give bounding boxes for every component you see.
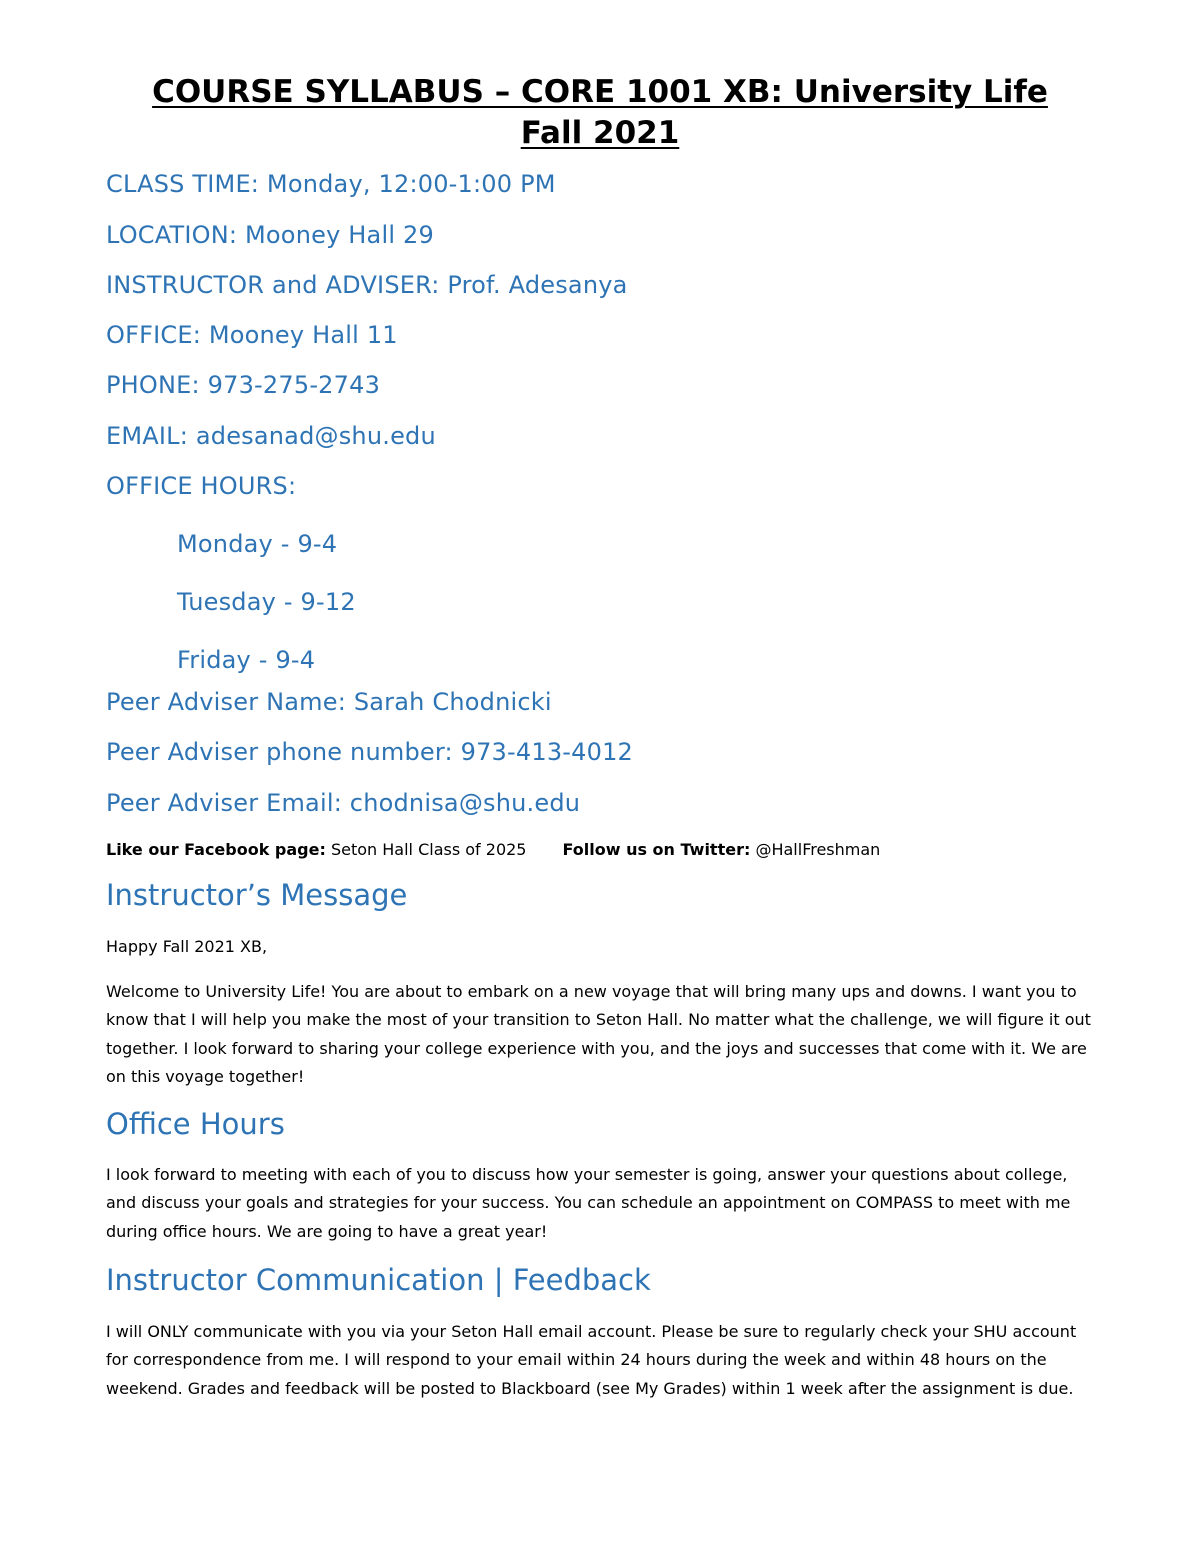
class-time: CLASS TIME: Monday, 12:00-1:00 PM <box>106 170 556 198</box>
office-hours-tuesday: Tuesday - 9-12 <box>177 588 356 616</box>
office-hours-body: I look forward to meeting with each of you to discuss how your semester is going, answer your questions about college, and discuss your goals and strategies for your success. You can schedule an appointment on COMPASS to meet with me during office hours. We are going to have a great year! <box>106 1165 1071 1241</box>
page-subtitle-term: Fall 2021 <box>520 115 680 151</box>
twitter-handle: @HallFreshman <box>750 840 881 859</box>
social-links <box>106 838 880 862</box>
email: EMAIL: adesanad@shu.edu <box>106 422 436 450</box>
message-greeting: Happy Fall 2021 XB, <box>106 937 268 956</box>
office-hours-heading: Office Hours <box>106 1107 285 1141</box>
facebook-label: Like our Facebook page: <box>106 840 326 859</box>
message-body: Welcome to University Life! You are about to embark on a new voyage that will bring many ups and downs. I want you to know that I will help you make the most of your transition to Seton Hall. No matter what the challenge, we will figure it out together. I look forward to sharing your college experience with you, and the joys and successes that come with it. We are on this voyage together! <box>106 982 1091 1086</box>
location: LOCATION: Mooney Hall 29 <box>106 221 434 249</box>
phone: PHONE: 973-275-2743 <box>106 371 381 399</box>
office-hours-label: OFFICE HOURS: <box>106 472 297 500</box>
office-hours-friday: Friday - 9-4 <box>177 646 316 674</box>
instructor-message-heading: Instructor’s Message <box>106 878 408 912</box>
communication-body: I will ONLY communicate with you via your Seton Hall email account. Please be sure to regularly check your SHU account for correspondence from me. I will respond to your email within 24 hours during the week and within 48 hours on the weekend. Grades and feedback will be posted to Blackboard (see My Grades) within 1 week after the assignment is due. <box>106 1322 1077 1398</box>
page-title: COURSE SYLLABUS – CORE 1001 XB: University Life <box>152 74 1048 110</box>
communication-heading: Instructor Communication | Feedback <box>106 1263 651 1297</box>
peer-adviser-phone: Peer Adviser phone number: 973-413-4012 <box>106 738 634 766</box>
instructor: INSTRUCTOR and ADVISER: Prof. Adesanya <box>106 271 628 299</box>
facebook-page: Seton Hall Class of 2025 <box>325 840 527 859</box>
office: OFFICE: Mooney Hall 11 <box>106 321 398 349</box>
office-hours-monday: Monday - 9-4 <box>177 530 338 558</box>
peer-adviser-name: Peer Adviser Name: Sarah Chodnicki <box>106 688 552 716</box>
peer-adviser-email: Peer Adviser Email: chodnisa@shu.edu <box>106 789 581 817</box>
twitter-label: Follow us on Twitter: <box>562 840 751 859</box>
